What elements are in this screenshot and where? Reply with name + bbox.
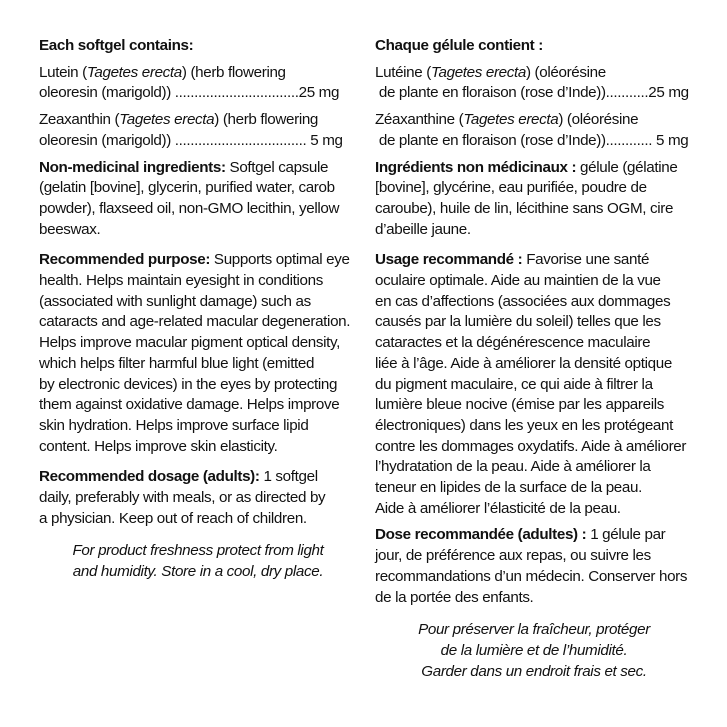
en-non-medicinal-text: Softgel capsule: [225, 158, 329, 176]
fr-purpose-label: Usage recommandé :: [375, 251, 523, 269]
fr-dosage-text: recommandations d’un médecin. Conserver hors: [375, 567, 688, 585]
en-purpose-text: skin hydration. Helps improve surface lipid: [39, 416, 309, 434]
fr-purpose-text: Aide à améliorer l’élasticité de la peau.: [375, 499, 621, 517]
en-purpose-text: Helps improve macular pigment optical density,: [39, 334, 341, 352]
fr-lutein-name: Lutéine (: [375, 63, 431, 81]
fr-heading: Chaque gélule contient :: [375, 37, 543, 54]
en-purpose-section: [39, 250, 357, 457]
fr-storage-note: [375, 620, 693, 682]
fr-purpose-text: en cas d’affections (associées aux dommages: [375, 292, 671, 310]
en-purpose-text: them against oxidative damage. Helps improve: [39, 396, 340, 414]
en-lutein-name: Lutein (: [39, 63, 87, 81]
en-purpose-text: content. Helps improve skin elasticity.: [39, 437, 278, 455]
en-zeaxanthin-entry: [39, 110, 357, 151]
fr-purpose-text: oculaire optimale. Aide au maintien de la vue: [375, 272, 661, 290]
fr-purpose-text: contre les dommages oxydatifs. Aide à améliorer: [375, 437, 687, 455]
en-non-medicinal-text: powder), flaxseed oil, non-GMO lecithin, yellow: [39, 199, 340, 217]
en-purpose-text: which helps filter harmful blue light (emitted: [39, 354, 315, 372]
fr-non-medicinal-text: gélule (gélatine: [576, 158, 678, 176]
fr-lutein-latin: Tagetes erecta: [430, 63, 526, 81]
en-zeaxanthin-rest: ) (herb flowering: [214, 111, 319, 129]
en-dosage-label: Recommended dosage (adults):: [39, 468, 260, 486]
fr-lutein-amount-line: de plante en floraison (rose d’Inde))...........25 mg: [375, 84, 689, 102]
fr-storage-text: Garder dans un endroit frais et sec.: [421, 662, 647, 680]
en-storage-text: and humidity. Store in a cool, dry place.: [72, 563, 324, 581]
fr-lutein-rest: ) (oléorésine: [525, 63, 606, 81]
en-storage-text: For product freshness protect from light: [72, 542, 324, 560]
fr-non-medicinal-text: [bovine], glycérine, eau purifiée, poudre de: [375, 179, 647, 197]
fr-storage-text: Pour préserver la fraîcheur, protéger: [418, 621, 650, 639]
fr-dosage-text: jour, de préférence aux repas, ou suivre les: [375, 547, 651, 565]
en-lutein-rest: ) (herb flowering: [181, 63, 286, 81]
english-column: [39, 36, 357, 583]
fr-purpose-text: liée à l’âge. Aide à améliorer la densité optique: [375, 354, 672, 372]
en-non-medicinal-section: [39, 158, 357, 241]
en-purpose-label: Recommended purpose:: [39, 251, 211, 269]
fr-purpose-text: teneur en lipides de la surface de la peau.: [375, 479, 642, 497]
fr-non-medicinal-section: [375, 158, 693, 241]
fr-purpose-text: l’hydratation de la peau. Aide à améliorer la: [375, 458, 651, 476]
fr-dosage-section: [375, 525, 693, 608]
en-lutein-amount-line: oleoresin (marigold)) ................................25 mg: [39, 84, 340, 102]
en-non-medicinal-text: (gelatin [bovine], glycerin, purified water, carob: [39, 179, 335, 197]
french-column: [375, 36, 693, 682]
en-zeaxanthin-name: Zeaxanthin (: [39, 111, 120, 129]
fr-dosage-text: de la portée des enfants.: [375, 588, 534, 606]
en-storage-note: [39, 541, 357, 582]
en-lutein-latin: Tagetes erecta: [86, 63, 182, 81]
en-purpose-text: health. Helps maintain eyesight in conditions: [39, 272, 323, 290]
en-purpose-text: (associated with sunlight damage) such as: [39, 292, 311, 310]
fr-non-medicinal-text: caroube), huile de lin, lécithine sans OGM, cire: [375, 199, 674, 217]
en-purpose-text: by electronic devices) in the eyes by protecting: [39, 375, 338, 393]
en-purpose-text: Supports optimal eye: [210, 251, 350, 269]
fr-storage-text: de la lumière et de l’humidité.: [440, 641, 628, 659]
fr-zeaxanthin-amount-line: de plante en floraison (rose d’Inde))............ 5 mg: [375, 131, 689, 149]
fr-purpose-text: cataractes et la dégénérescence maculaire: [375, 334, 651, 352]
en-non-medicinal-text: beeswax.: [39, 220, 101, 238]
en-zeaxanthin-latin: Tagetes erecta: [119, 111, 215, 129]
en-dosage-section: [39, 467, 357, 529]
fr-zeaxanthin-name: Zéaxanthine (: [375, 111, 464, 129]
fr-purpose-text: du pigment maculaire, ce qui aide à filtrer la: [375, 375, 653, 393]
fr-dosage-text: 1 gélule par: [586, 526, 666, 544]
fr-non-medicinal-text: d’abeille jaune.: [375, 220, 471, 238]
fr-purpose-text: Favorise une santé: [522, 251, 650, 269]
fr-zeaxanthin-latin: Tagetes erecta: [463, 111, 559, 129]
en-dosage-text: daily, preferably with meals, or as directed by: [39, 489, 326, 507]
en-lutein-entry: [39, 63, 357, 104]
en-heading: Each softgel contains:: [39, 37, 194, 54]
fr-zeaxanthin-entry: [375, 110, 693, 151]
fr-non-medicinal-label: Ingrédients non médicinaux :: [375, 158, 577, 176]
fr-zeaxanthin-rest: ) (oléorésine: [558, 111, 639, 129]
fr-dosage-label: Dose recommandée (adultes) :: [375, 526, 587, 544]
fr-purpose-text: lumière bleue nocive (émise par les appareils: [375, 396, 664, 414]
fr-purpose-text: causés par la lumière du soleil) telles que les: [375, 313, 661, 331]
fr-lutein-entry: [375, 63, 693, 104]
fr-purpose-section: [375, 250, 693, 519]
fr-purpose-text: électroniques) dans les yeux en les protégeant: [375, 416, 673, 434]
en-dosage-text: a physician. Keep out of reach of children.: [39, 509, 307, 527]
en-dosage-text: 1 softgel: [259, 468, 318, 486]
en-zeaxanthin-amount-line: oleoresin (marigold)) .................................. 5 mg: [39, 131, 343, 149]
en-non-medicinal-label: Non-medicinal ingredients:: [39, 158, 226, 176]
en-purpose-text: cataracts and age-related macular degeneration.: [39, 313, 351, 331]
